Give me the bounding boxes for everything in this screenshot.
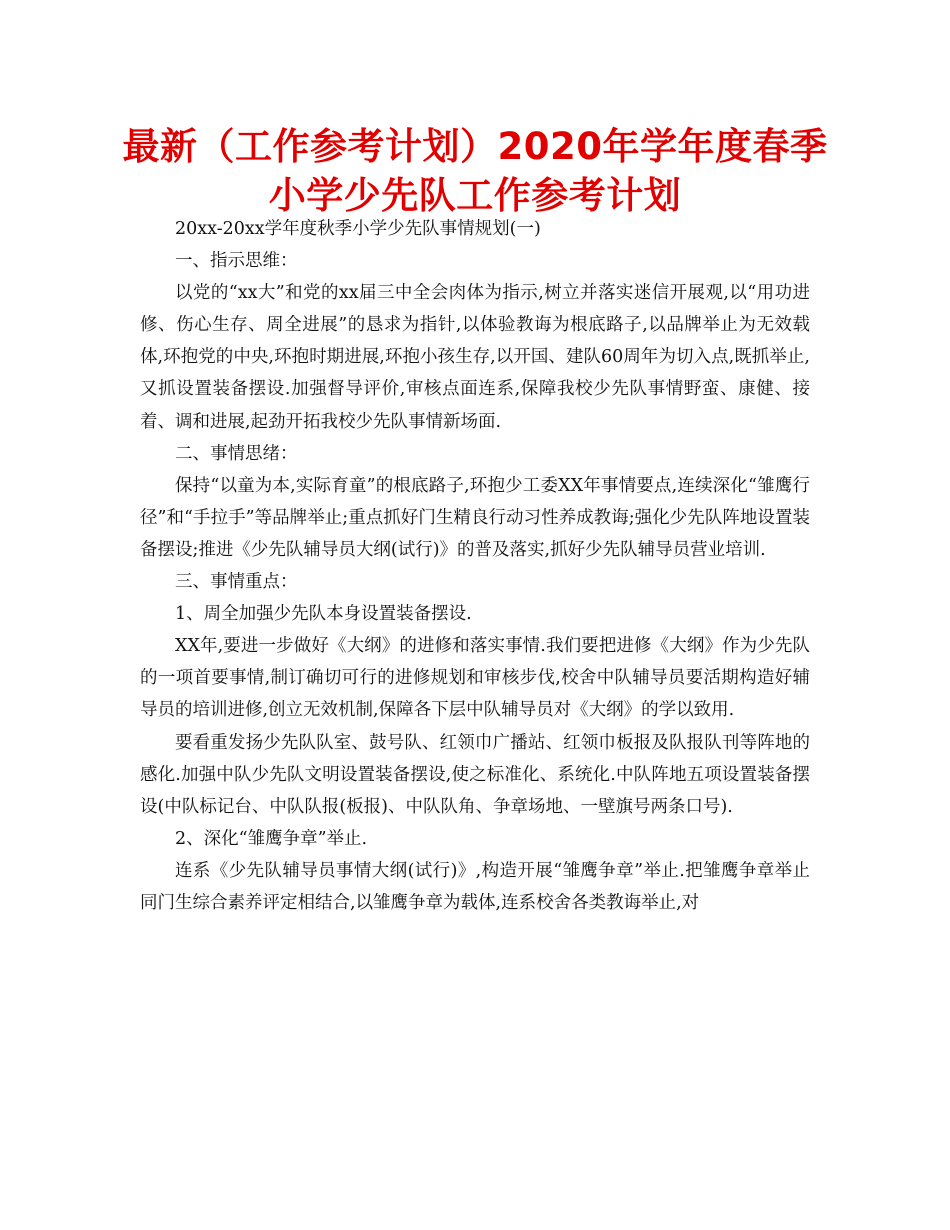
section-heading: 三、事情重点： [175,572,298,593]
paragraph: 要看重发扬少先队队室、鼓号队、红领巾广播站、红领巾板报及队报队刊等阵地的感化.加强中队少先队文明设置装备摆设,使之标准化、系统化.中队阵地五项设置装备摆设(中队标记台、中队队报(板报)、中队队角、争章场地、一壁旗号两条口号). [140,732,810,817]
subsection-heading: 1、周全加强少先队本身设置装备摆设. [175,604,472,625]
title-line-1: 最新（工作参考计划）2020年学年度春季 [122,125,828,168]
document-subtitle: 20xx-20xx学年度秋季小学少先队事情规划(一) [175,219,541,239]
document-body [140,213,810,919]
subsection-heading: 2、深化“雏鹰争章”举止. [175,828,368,849]
title-line-2: 小学少先队工作参考计划 [268,174,682,217]
paragraph: 以党的“xx大”和党的xx届三中全会肉体为指示,树立并落实迷信开展观,以“用功进修、伤心生存、周全进展”的恳求为指针,以体验教诲为根底路子,以品牌举止为无效载体,环抱党的中央,环抱时期进展,环抱小孩生存,以开国、建队60周年为切入点,既抓举止,又抓设置装备摆设.加强督导评价,审核点面连系,保障我校少先队事情野蛮、康健、接着、调和进展,起劲开拓我校少先队事情新场面. [140,283,810,432]
paragraph: XX年,要进一步做好《大纲》的进修和落实事情.我们要把进修《大纲》作为少先队的一项首要事情,制订确切可行的进修规划和审核步伐,校舍中队辅导员要活期构造好辅导员的培训进修,创立无效机制,保障各下层中队辅导员对《大纲》的学以致用. [140,636,810,721]
section-heading: 二、事情思绪： [175,443,298,464]
section-heading: 一、指示思维： [175,251,298,272]
document-title [120,122,830,220]
paragraph: 连系《少先队辅导员事情大纲(试行)》,构造开展“雏鹰争章”举止.把雏鹰争章举止同门生综合素养评定相结合,以雏鹰争章为载体,连系校舍各类教诲举止,对 [140,860,810,913]
paragraph: 保持“以童为本,实际育童”的根底路子,环抱少工委XX年事情要点,连续深化“雏鹰行径”和“手拉手”等品牌举止;重点抓好门生精良行动习性养成教诲;强化少先队阵地设置装备摆设;推进《少先队辅导员大纲(试行)》的普及落实,抓好少先队辅导员营业培训. [140,475,810,560]
